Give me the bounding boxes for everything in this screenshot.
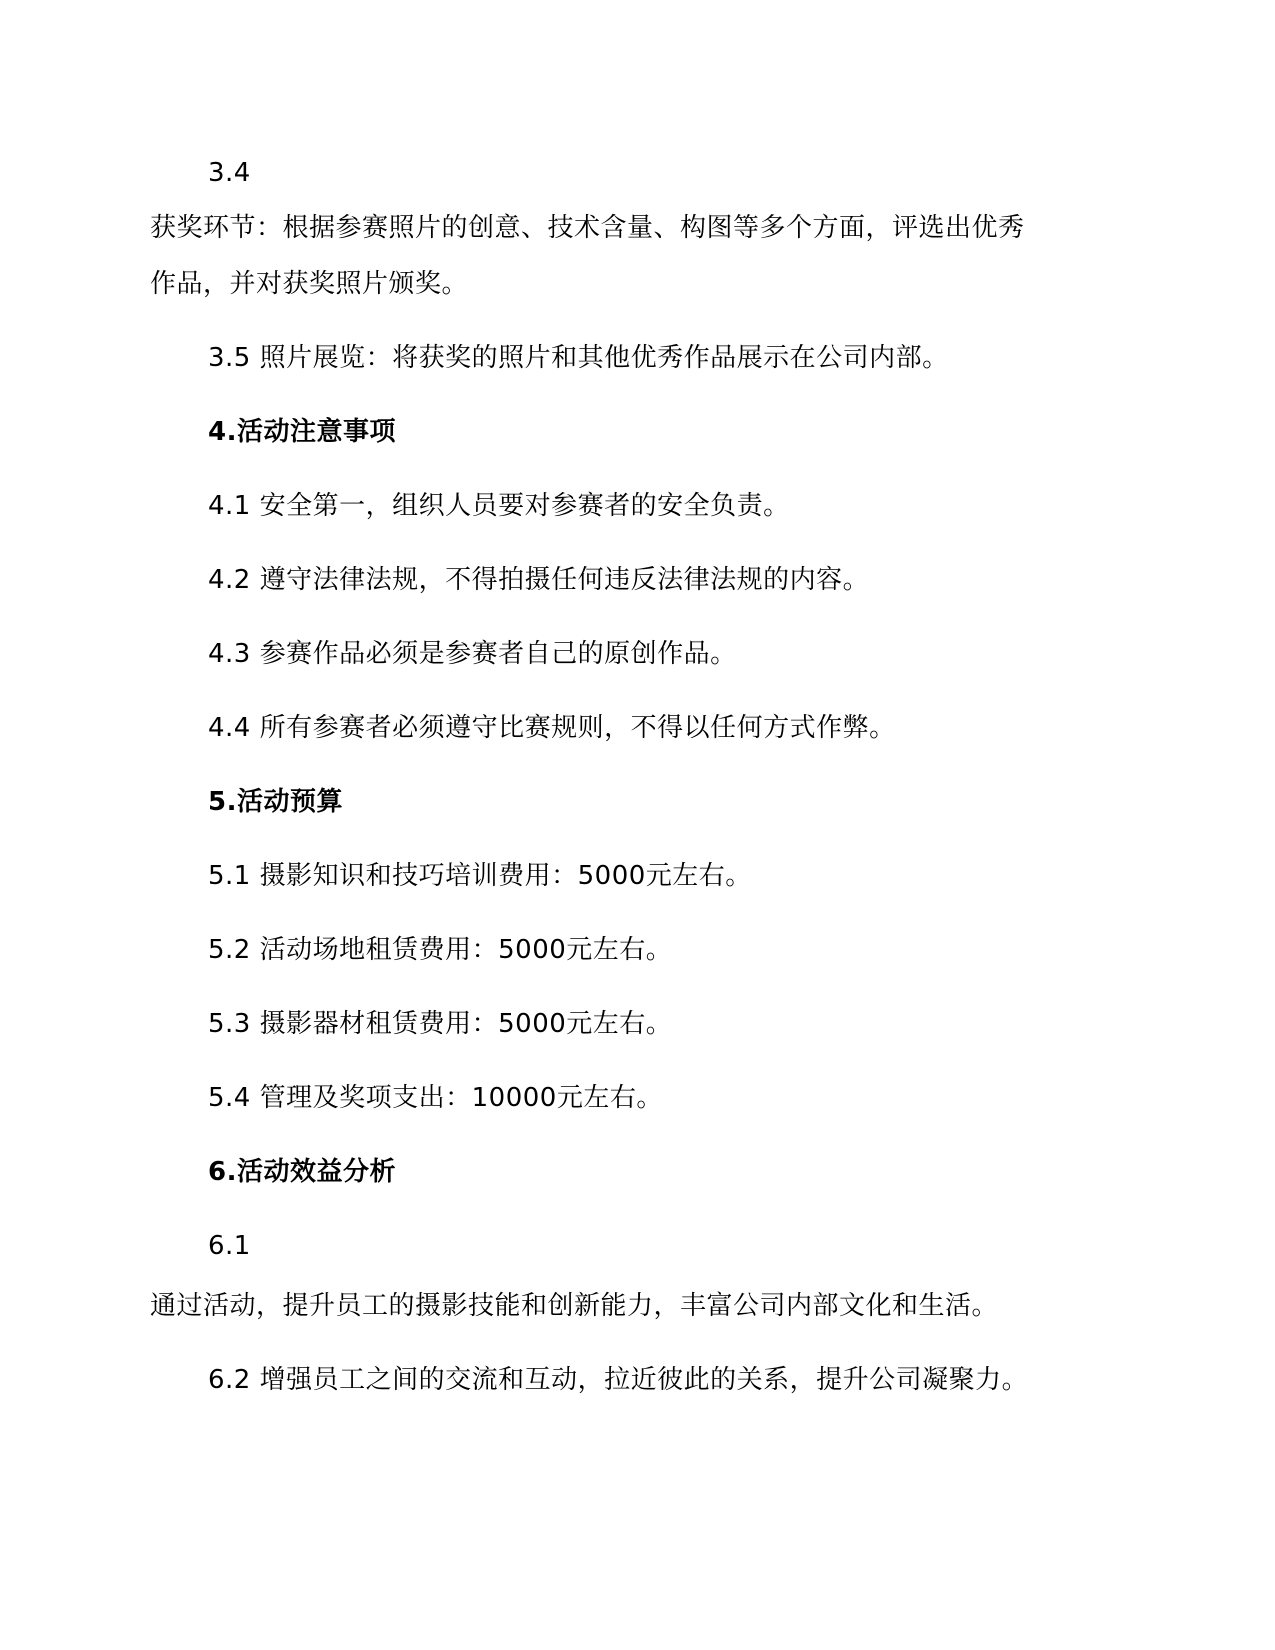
paragraph-number-3-4: 3.4 — [208, 158, 251, 188]
paragraph-4-4: 4.4 所有参赛者必须遵守比赛规则，不得以任何方式作弊。 — [208, 713, 896, 743]
paragraph-5-2: 5.2 活动场地租赁费用：5000元左右。 — [208, 935, 673, 965]
paragraph-6-2: 6.2 增强员工之间的交流和互动，拉近彼此的关系，提升公司凝聚力。 — [208, 1365, 1029, 1395]
paragraph-award-line-2: 作品，并对获奖照片颁奖。 — [150, 269, 469, 299]
paragraph-4-1: 4.1 安全第一，组织人员要对参赛者的安全负责。 — [208, 491, 790, 521]
paragraph-4-3: 4.3 参赛作品必须是参赛者自己的原创作品。 — [208, 639, 737, 669]
paragraph-award-line-1: 获奖环节：根据参赛照片的创意、技术含量、构图等多个方面，评选出优秀 — [150, 213, 1025, 243]
section-heading-4: 4.活动注意事项 — [208, 417, 396, 447]
paragraph-3-5: 3.5 照片展览：将获奖的照片和其他优秀作品展示在公司内部。 — [208, 343, 949, 373]
section-heading-5: 5.活动预算 — [208, 787, 343, 817]
paragraph-6-1-text: 通过活动，提升员工的摄影技能和创新能力，丰富公司内部文化和生活。 — [150, 1291, 999, 1321]
paragraph-5-3: 5.3 摄影器材租赁费用：5000元左右。 — [208, 1009, 673, 1039]
paragraph-5-1: 5.1 摄影知识和技巧培训费用：5000元左右。 — [208, 861, 752, 891]
paragraph-5-4: 5.4 管理及奖项支出：10000元左右。 — [208, 1083, 663, 1113]
paragraph-4-2: 4.2 遵守法律法规，不得拍摄任何违反法律法规的内容。 — [208, 565, 870, 595]
section-heading-6: 6.活动效益分析 — [208, 1157, 396, 1187]
paragraph-number-6-1: 6.1 — [208, 1231, 251, 1261]
